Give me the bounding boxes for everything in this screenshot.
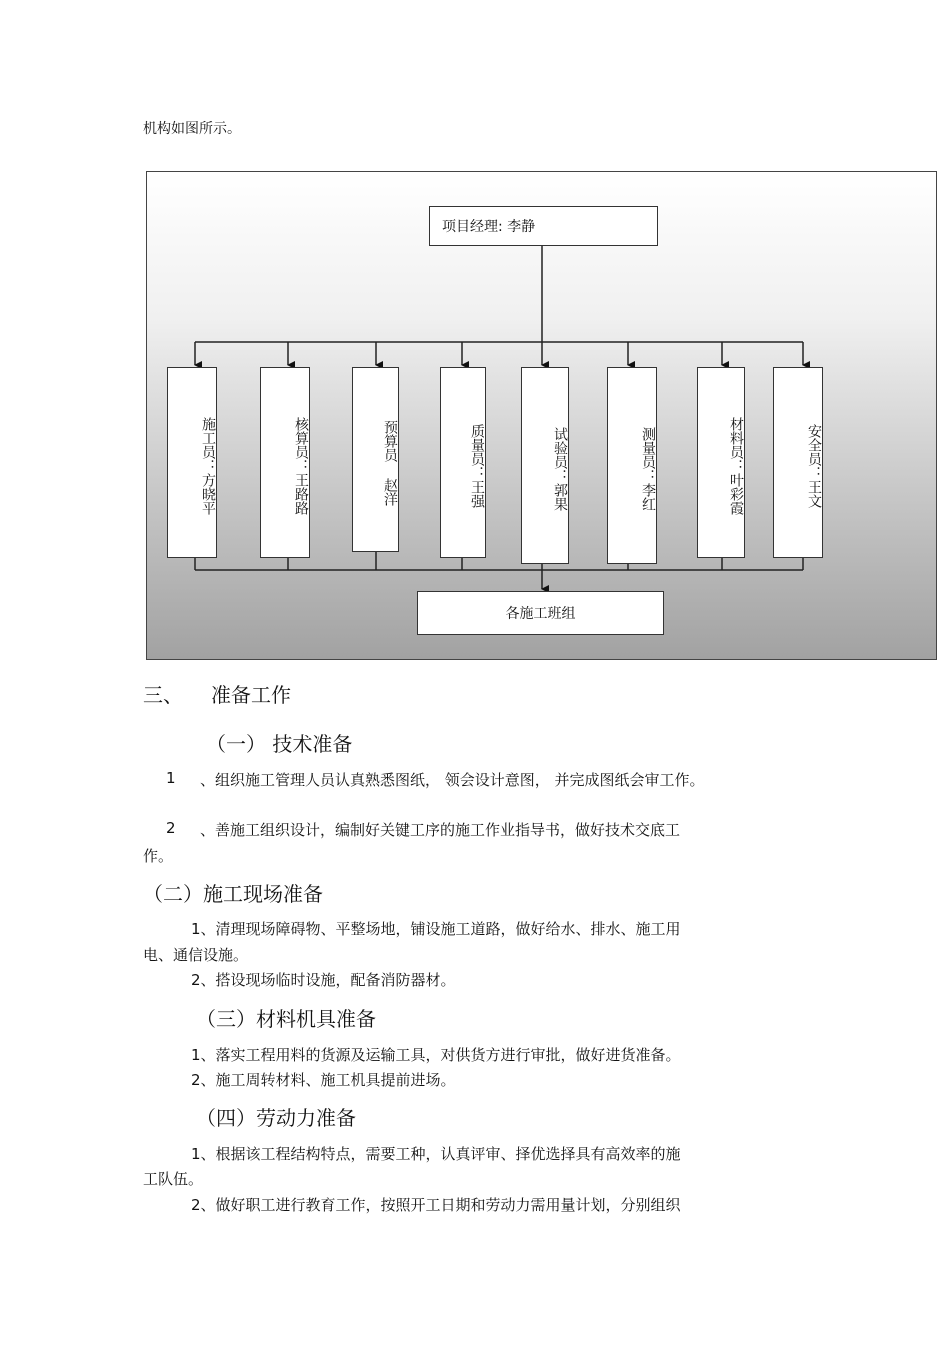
- org-member-box: 安全员：王文: [773, 367, 823, 558]
- org-bottom-box: 各施工班组: [417, 591, 664, 635]
- subsection-title: （四）劳动力准备: [196, 1106, 356, 1130]
- section-number: 三、: [143, 683, 183, 707]
- org-member-box: 预算员 赵洋: [352, 367, 399, 552]
- subsection-title: （一） 技术准备: [206, 732, 353, 756]
- list-item-number: 2: [166, 819, 176, 837]
- org-member-box: 试验员：郭果: [521, 367, 569, 564]
- org-member-box: 材料员：叶彩霞: [697, 367, 745, 558]
- paragraph-text: 1、清理现场障碍物、平整场地，铺设施工道路，做好给水、排水、施工用: [191, 920, 681, 938]
- subsection-title: （二）施工现场准备: [143, 882, 323, 906]
- list-item-number: 1: [166, 769, 176, 787]
- org-top-box: 项目经理: 李静: [429, 206, 658, 246]
- paragraph-text: 2、搭设现场临时设施，配备消防器材。: [191, 971, 456, 989]
- paragraph-text: 1、落实工程用料的货源及运输工具，对供货方进行审批，做好进货准备。: [191, 1046, 681, 1064]
- org-member-box: 测量员：李红: [607, 367, 657, 564]
- org-chart: [146, 171, 937, 660]
- subsection-title: （三）材料机具准备: [196, 1007, 376, 1031]
- paragraph-text: 2、做好职工进行教育工作，按照开工日期和劳动力需用量计划，分别组织: [191, 1196, 681, 1214]
- paragraph-text: 1、根据该工程结构特点，需要工种，认真评审、择优选择具有高效率的施: [191, 1145, 681, 1163]
- org-member-box: 质量员：王强: [440, 367, 486, 558]
- org-member-box: 施工员：方晓平: [167, 367, 217, 558]
- intro-text: 机构如图所示。: [143, 121, 241, 137]
- paragraph-text: 作。: [143, 847, 174, 865]
- paragraph-text: 工队伍。: [143, 1170, 204, 1188]
- paragraph-text: 电、通信设施。: [143, 946, 249, 964]
- paragraph-text: 、善施工组织设计，编制好关键工序的施工作业指导书，做好技术交底工: [200, 821, 681, 839]
- org-member-box: 核算员：王路路: [260, 367, 310, 558]
- section-title: 准备工作: [211, 683, 291, 707]
- paragraph-text: 、组织施工管理人员认真熟悉图纸， 领会设计意图， 并完成图纸会审工作。: [200, 771, 705, 789]
- paragraph-text: 2、施工周转材料、施工机具提前进场。: [191, 1071, 456, 1089]
